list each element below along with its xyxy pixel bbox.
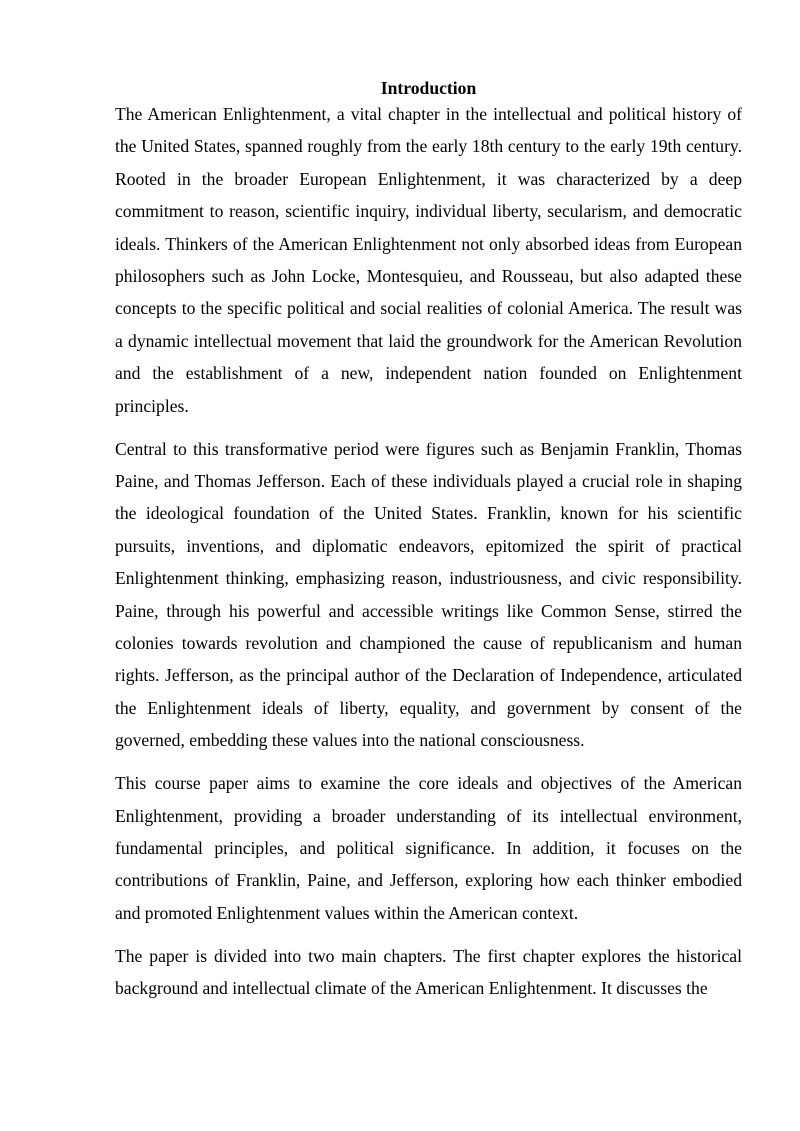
paragraph-3: This course paper aims to examine the core ideals and objectives of the American Enlightenment, providing a broader understanding of its intellectual environment, fundamental principles, and political significance. In addition, it focuses on the contributions of Franklin, Paine, and Jefferson, exploring how each thinker embodied and promoted Enlightenment values within the American context. xyxy=(115,773,742,923)
paragraph-4: The paper is divided into two main chapters. The first chapter explores the historical background and intellectual climate of the American Enlightenment. It discusses the xyxy=(115,945,742,999)
paragraph-2: Central to this transformative period were figures such as Benjamin Franklin, Thomas Paine, and Thomas Jefferson. Each of these individuals played a crucial role in shaping the ideological foundation of the United States. Franklin, known for his scientific pursuits, inventions, and diplomatic endeavors, epitomized the spirit of practical Enlightenment thinking, emphasizing reason, industriousness, and civic responsibility. Paine, through his powerful and accessible writings like Common Sense, stirred the colonies towards revolution and championed the cause of republicanism and human rights. Jefferson, as the principal author of the Declaration of Independence, articulated the Enlightenment ideals of liberty, equality, and government by consent of the governed, embedding these values into the national consciousness. xyxy=(115,438,742,751)
paragraph-1: The American Enlightenment, a vital chapter in the intellectual and political history of the United States, spanned roughly from the early 18th century to the early 19th century. Rooted in the broader European Enlightenment, it was characterized by a deep commitment to reason, scientific inquiry, individual liberty, secularism, and democratic ideals. Thinkers of the American Enlightenment not only absorbed ideas from European philosophers such as John Locke, Montesquieu, and Rousseau, but also adapted these concepts to the specific political and social realities of colonial America. The result was a dynamic intellectual movement that laid the groundwork for the American Revolution and the establishment of a new, independent nation founded on Enlightenment principles. xyxy=(115,104,742,416)
document-body xyxy=(115,74,742,1015)
section-heading: Introduction xyxy=(380,78,477,98)
